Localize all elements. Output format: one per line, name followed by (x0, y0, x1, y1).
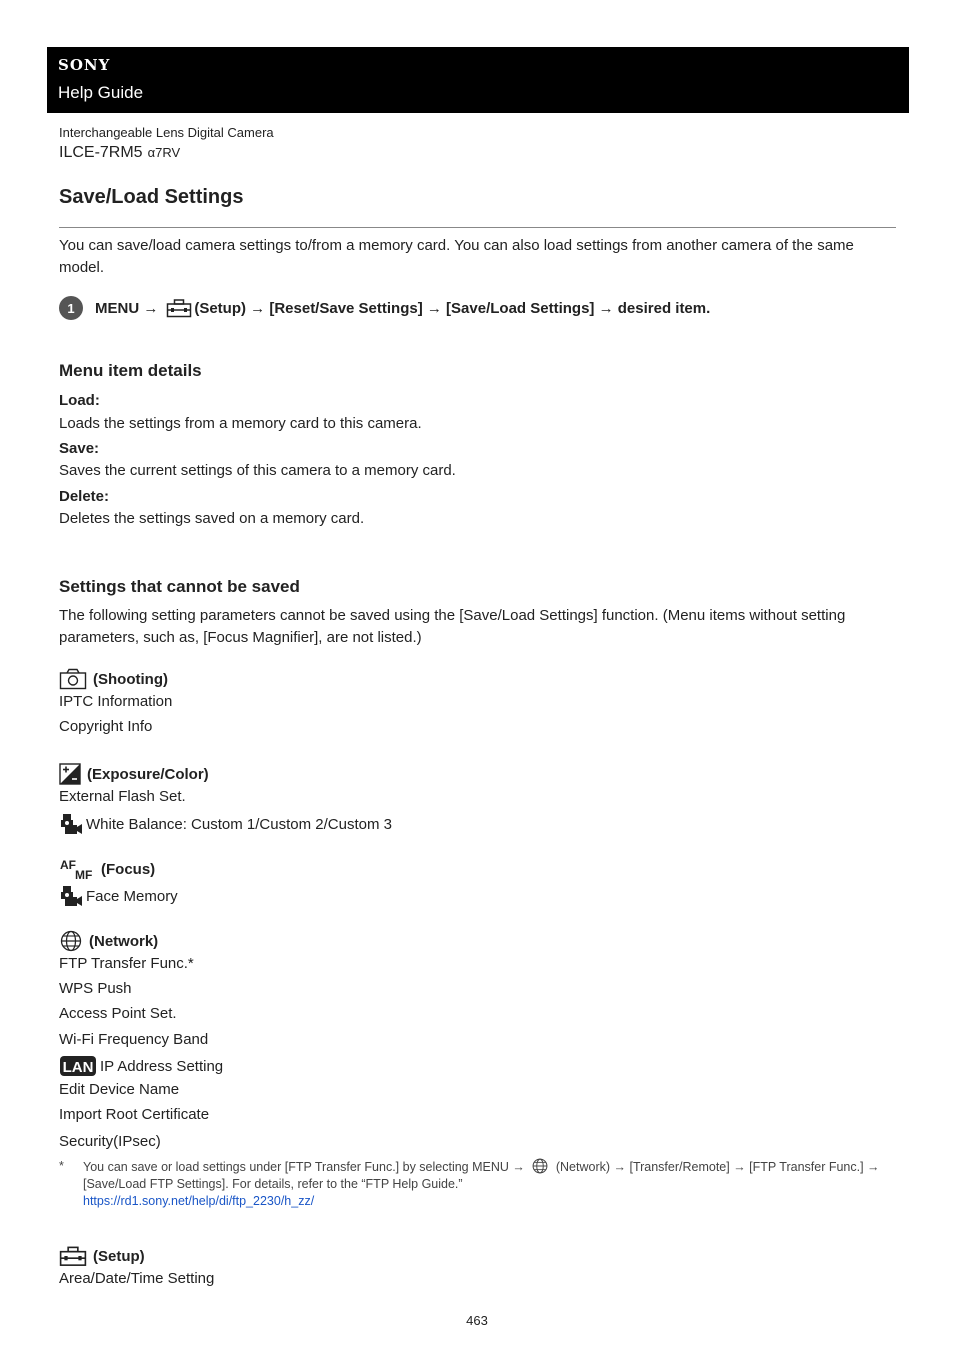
footnote-marker: * (59, 1159, 64, 1173)
list-item: Area/Date/Time Setting (59, 1270, 215, 1287)
intro-text: You can save/load camera settings to/from a memory card. You can also load settings from another camera of the same model. (59, 237, 854, 276)
category-label: (Network) (89, 932, 159, 950)
footnote-text-after: (Network) → [Transfer/Remote] → [FTP Transfer Func.] → [Save/Load FTP Settings]. For details, refer to the “FTP Help Guide.” (83, 1160, 880, 1191)
category-label: (Setup) (93, 1247, 145, 1265)
svg-text:LAN: LAN (62, 1059, 94, 1076)
list-item (59, 885, 178, 907)
category-setup (59, 1245, 145, 1267)
lan-icon (59, 1055, 97, 1077)
list-item: Import Root Certificate (59, 1106, 210, 1123)
category-label: (Focus) (101, 860, 156, 878)
list-item: Access Point Set. (59, 1005, 177, 1022)
camera-icon (59, 668, 87, 690)
step-suffix: (Setup) → [Reset/Save Settings] → [Save/Load Settings] → desired item. (194, 299, 711, 317)
list-item: FTP Transfer Func.* (59, 955, 194, 972)
list-item: WPS Push (59, 980, 132, 997)
model-name (59, 144, 180, 162)
model-code: ILCE-7RM5 (59, 144, 143, 161)
category-label: (Exposure/Color) (87, 765, 209, 783)
divider (59, 227, 896, 228)
list-item-label: IP Address Setting (100, 1057, 224, 1075)
page-number: 463 (466, 1313, 488, 1328)
footnote-text-before: You can save or load settings under [FTP Transfer Func.] by selecting MENU → (83, 1160, 525, 1174)
ftp-help-guide-link[interactable]: https://rd1.sony.net/help/di/ftp_2230/h_zz/ (83, 1194, 315, 1208)
desc-delete: Deletes the settings saved on a memory card. (59, 510, 365, 527)
term-save: Save: (59, 440, 100, 457)
list-item: Copyright Info (59, 718, 153, 735)
still-movie-icon (59, 885, 83, 907)
category-shooting (59, 668, 168, 690)
list-item-label: Face Memory (86, 887, 178, 905)
product-type: Interchangeable Lens Digital Camera (59, 125, 274, 140)
af-mf-icon (59, 858, 95, 880)
list-item (59, 1055, 223, 1077)
list-item: Wi-Fi Frequency Band (59, 1031, 209, 1048)
step-prefix: MENU → (95, 299, 159, 317)
toolbox-icon (166, 298, 192, 318)
site-header (47, 47, 909, 113)
toolbox-icon (59, 1245, 87, 1267)
term-delete: Delete: (59, 488, 110, 505)
menu-details-heading: Menu item details (59, 361, 202, 380)
list-item: Edit Device Name (59, 1081, 180, 1098)
list-item-label: White Balance: Custom 1/Custom 2/Custom 3 (86, 815, 392, 833)
footnote-body (83, 1158, 898, 1210)
brand-logo: SONY (58, 56, 111, 74)
globe-icon (59, 930, 83, 952)
procedure-step (59, 296, 710, 320)
category-exposure-color (59, 763, 209, 785)
not-saved-description: The following setting parameters cannot be saved using the [Save/Load Settings] function. (Menu items without setting parameters, such as, [Focus Magnifier], are not listed.) (59, 607, 846, 646)
desc-save: Saves the current settings of this camera to a memory card. (59, 462, 456, 479)
exposure-icon (59, 763, 81, 785)
category-label: (Shooting) (93, 670, 168, 688)
svg-text:MF: MF (75, 868, 93, 880)
not-saved-heading: Settings that cannot be saved (59, 577, 300, 596)
still-movie-icon (59, 813, 83, 835)
model-alias: α7RV (147, 145, 181, 160)
category-network (59, 930, 158, 952)
globe-icon (531, 1158, 549, 1174)
category-focus (59, 858, 155, 880)
svg-text:AF: AF (60, 858, 76, 872)
desc-load: Loads the settings from a memory card to this camera. (59, 415, 422, 432)
list-item: External Flash Set. (59, 788, 186, 805)
list-item (59, 813, 392, 835)
header-title[interactable]: Help Guide (58, 83, 144, 102)
term-load: Load: (59, 392, 100, 409)
page-title: Save/Load Settings (59, 186, 244, 208)
list-item: Security(IPsec) (59, 1133, 161, 1150)
step-number: 1 (59, 296, 83, 320)
list-item: IPTC Information (59, 693, 173, 710)
